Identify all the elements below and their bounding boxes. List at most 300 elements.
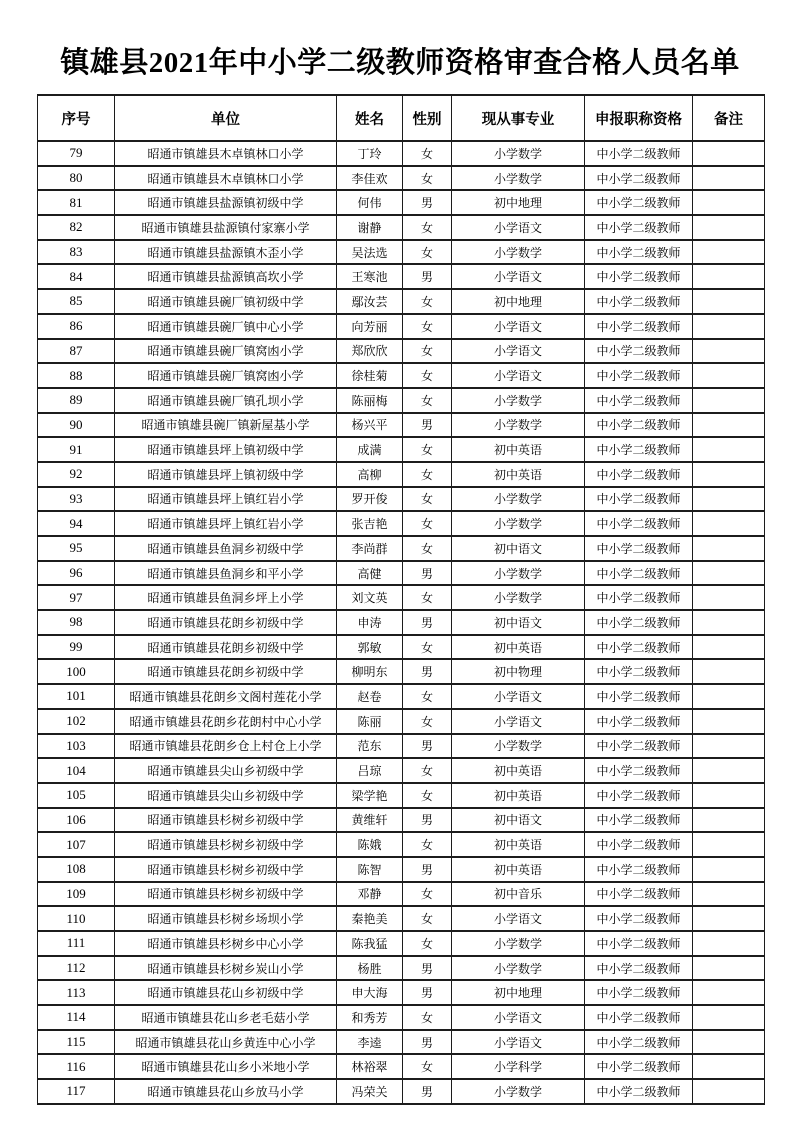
- gender-cell: 女: [403, 388, 452, 413]
- remark-cell: [693, 709, 765, 734]
- gender-cell: 男: [403, 659, 452, 684]
- gender-cell: 女: [403, 832, 452, 857]
- row-number-cell: 114: [38, 1005, 115, 1030]
- unit-cell: 昭通市镇雄县花山乡小米地小学: [115, 1054, 337, 1079]
- major-cell: 小学语文: [452, 906, 585, 931]
- name-cell: 陈智: [337, 857, 403, 882]
- gender-cell: 男: [403, 561, 452, 586]
- gender-cell: 女: [403, 1005, 452, 1030]
- major-cell: 初中地理: [452, 190, 585, 215]
- table-row: [38, 561, 765, 586]
- unit-cell: 昭通市镇雄县尖山乡初级中学: [115, 783, 337, 808]
- remark-cell: [693, 931, 765, 956]
- name-cell: 鄢汝芸: [337, 289, 403, 314]
- unit-cell: 昭通市镇雄县花山乡老毛菇小学: [115, 1005, 337, 1030]
- title-qualification-cell: 中小学二级教师: [585, 980, 693, 1005]
- name-cell: 范东: [337, 734, 403, 759]
- gender-cell: 女: [403, 141, 452, 166]
- gender-cell: 女: [403, 882, 452, 907]
- table-row: [38, 956, 765, 981]
- unit-cell: 昭通市镇雄县花朗乡花朗村中心小学: [115, 709, 337, 734]
- name-cell: 秦艳美: [337, 906, 403, 931]
- remark-cell: [693, 758, 765, 783]
- name-cell: 吴法选: [337, 240, 403, 265]
- unit-cell: 昭通市镇雄县杉树乡初级中学: [115, 882, 337, 907]
- table-row: [38, 882, 765, 907]
- row-number-cell: 105: [38, 783, 115, 808]
- remark-cell: [693, 190, 765, 215]
- gender-cell: 男: [403, 264, 452, 289]
- column-header-gender: 性别: [403, 95, 452, 141]
- unit-cell: 昭通市镇雄县花山乡初级中学: [115, 980, 337, 1005]
- name-cell: 向芳丽: [337, 314, 403, 339]
- table-row: [38, 709, 765, 734]
- gender-cell: 女: [403, 215, 452, 240]
- row-number-cell: 81: [38, 190, 115, 215]
- major-cell: 小学数学: [452, 1079, 585, 1104]
- table-row: [38, 1079, 765, 1104]
- major-cell: 初中语文: [452, 610, 585, 635]
- name-cell: 罗开俊: [337, 487, 403, 512]
- gender-cell: 女: [403, 684, 452, 709]
- row-number-cell: 88: [38, 363, 115, 388]
- name-cell: 申大海: [337, 980, 403, 1005]
- major-cell: 初中地理: [452, 980, 585, 1005]
- title-qualification-cell: 中小学二级教师: [585, 314, 693, 339]
- title-qualification-cell: 中小学二级教师: [585, 931, 693, 956]
- row-number-cell: 109: [38, 882, 115, 907]
- remark-cell: [693, 980, 765, 1005]
- row-number-cell: 106: [38, 808, 115, 833]
- row-number-cell: 117: [38, 1079, 115, 1104]
- row-number-cell: 94: [38, 511, 115, 536]
- name-cell: 丁玲: [337, 141, 403, 166]
- title-qualification-cell: 中小学二级教师: [585, 166, 693, 191]
- row-number-cell: 100: [38, 659, 115, 684]
- table-row: [38, 906, 765, 931]
- remark-cell: [693, 734, 765, 759]
- gender-cell: 女: [403, 166, 452, 191]
- remark-cell: [693, 635, 765, 660]
- gender-cell: 女: [403, 536, 452, 561]
- gender-cell: 女: [403, 339, 452, 364]
- major-cell: 小学语文: [452, 363, 585, 388]
- title-qualification-cell: 中小学二级教师: [585, 585, 693, 610]
- row-number-cell: 112: [38, 956, 115, 981]
- table-row: [38, 1005, 765, 1030]
- row-number-cell: 110: [38, 906, 115, 931]
- remark-cell: [693, 437, 765, 462]
- major-cell: 小学科学: [452, 1054, 585, 1079]
- row-number-cell: 103: [38, 734, 115, 759]
- table-row: [38, 832, 765, 857]
- unit-cell: 昭通市镇雄县花朗乡仓上村仓上小学: [115, 734, 337, 759]
- major-cell: 小学语文: [452, 314, 585, 339]
- gender-cell: 女: [403, 585, 452, 610]
- major-cell: 初中英语: [452, 857, 585, 882]
- unit-cell: 昭通市镇雄县花朗乡初级中学: [115, 610, 337, 635]
- gender-cell: 女: [403, 758, 452, 783]
- gender-cell: 男: [403, 857, 452, 882]
- title-qualification-cell: 中小学二级教师: [585, 339, 693, 364]
- row-number-cell: 89: [38, 388, 115, 413]
- row-number-cell: 99: [38, 635, 115, 660]
- remark-cell: [693, 659, 765, 684]
- major-cell: 小学数学: [452, 141, 585, 166]
- remark-cell: [693, 240, 765, 265]
- remark-cell: [693, 339, 765, 364]
- title-qualification-cell: 中小学二级教师: [585, 240, 693, 265]
- row-number-cell: 115: [38, 1030, 115, 1055]
- unit-cell: 昭通市镇雄县坪上镇初级中学: [115, 462, 337, 487]
- table-row: [38, 857, 765, 882]
- title-qualification-cell: 中小学二级教师: [585, 758, 693, 783]
- unit-cell: 昭通市镇雄县杉树乡初级中学: [115, 832, 337, 857]
- header-row: [38, 95, 765, 141]
- table-row: [38, 808, 765, 833]
- unit-cell: 昭通市镇雄县杉树乡初级中学: [115, 857, 337, 882]
- name-cell: 郑欣欣: [337, 339, 403, 364]
- unit-cell: 昭通市镇雄县盐源镇付家寨小学: [115, 215, 337, 240]
- remark-cell: [693, 857, 765, 882]
- remark-cell: [693, 906, 765, 931]
- major-cell: 小学数学: [452, 561, 585, 586]
- major-cell: 初中语文: [452, 536, 585, 561]
- title-qualification-cell: 中小学二级教师: [585, 289, 693, 314]
- row-number-cell: 83: [38, 240, 115, 265]
- gender-cell: 女: [403, 240, 452, 265]
- major-cell: 小学数学: [452, 487, 585, 512]
- column-header-number: 序号: [38, 95, 115, 141]
- major-cell: 小学数学: [452, 511, 585, 536]
- column-header-name: 姓名: [337, 95, 403, 141]
- unit-cell: 昭通市镇雄县木卓镇林口小学: [115, 166, 337, 191]
- title-qualification-cell: 中小学二级教师: [585, 956, 693, 981]
- row-number-cell: 108: [38, 857, 115, 882]
- major-cell: 初中英语: [452, 437, 585, 462]
- major-cell: 初中英语: [452, 783, 585, 808]
- row-number-cell: 90: [38, 413, 115, 438]
- name-cell: 冯荣关: [337, 1079, 403, 1104]
- major-cell: 小学数学: [452, 585, 585, 610]
- title-qualification-cell: 中小学二级教师: [585, 1030, 693, 1055]
- row-number-cell: 93: [38, 487, 115, 512]
- title-qualification-cell: 中小学二级教师: [585, 783, 693, 808]
- table-row: [38, 363, 765, 388]
- gender-cell: 女: [403, 783, 452, 808]
- title-qualification-cell: 中小学二级教师: [585, 363, 693, 388]
- major-cell: 小学语文: [452, 709, 585, 734]
- row-number-cell: 85: [38, 289, 115, 314]
- major-cell: 小学语文: [452, 339, 585, 364]
- name-cell: 何伟: [337, 190, 403, 215]
- title-qualification-cell: 中小学二级教师: [585, 709, 693, 734]
- row-number-cell: 98: [38, 610, 115, 635]
- row-number-cell: 116: [38, 1054, 115, 1079]
- remark-cell: [693, 832, 765, 857]
- remark-cell: [693, 610, 765, 635]
- name-cell: 杨胜: [337, 956, 403, 981]
- major-cell: 初中英语: [452, 462, 585, 487]
- row-number-cell: 86: [38, 314, 115, 339]
- row-number-cell: 96: [38, 561, 115, 586]
- unit-cell: 昭通市镇雄县杉树乡中心小学: [115, 931, 337, 956]
- row-number-cell: 91: [38, 437, 115, 462]
- major-cell: 小学数学: [452, 931, 585, 956]
- unit-cell: 昭通市镇雄县坪上镇红岩小学: [115, 487, 337, 512]
- remark-cell: [693, 264, 765, 289]
- title-qualification-cell: 中小学二级教师: [585, 536, 693, 561]
- unit-cell: 昭通市镇雄县杉树乡初级中学: [115, 808, 337, 833]
- title-qualification-cell: 中小学二级教师: [585, 561, 693, 586]
- row-number-cell: 111: [38, 931, 115, 956]
- table-row: [38, 635, 765, 660]
- table-row: [38, 388, 765, 413]
- name-cell: 和秀芳: [337, 1005, 403, 1030]
- remark-cell: [693, 166, 765, 191]
- title-qualification-cell: 中小学二级教师: [585, 462, 693, 487]
- row-number-cell: 101: [38, 684, 115, 709]
- remark-cell: [693, 1054, 765, 1079]
- remark-cell: [693, 289, 765, 314]
- row-number-cell: 87: [38, 339, 115, 364]
- gender-cell: 女: [403, 487, 452, 512]
- major-cell: 初中英语: [452, 832, 585, 857]
- table-header: [38, 95, 765, 141]
- gender-cell: 女: [403, 314, 452, 339]
- row-number-cell: 102: [38, 709, 115, 734]
- title-qualification-cell: 中小学二级教师: [585, 610, 693, 635]
- name-cell: 林裕翠: [337, 1054, 403, 1079]
- table-row: [38, 610, 765, 635]
- remark-cell: [693, 363, 765, 388]
- row-number-cell: 113: [38, 980, 115, 1005]
- row-number-cell: 107: [38, 832, 115, 857]
- unit-cell: 昭通市镇雄县花朗乡初级中学: [115, 635, 337, 660]
- row-number-cell: 95: [38, 536, 115, 561]
- name-cell: 王寒池: [337, 264, 403, 289]
- gender-cell: 女: [403, 511, 452, 536]
- title-qualification-cell: 中小学二级教师: [585, 659, 693, 684]
- column-header-qualification: 申报职称资格: [585, 95, 693, 141]
- major-cell: 小学数学: [452, 166, 585, 191]
- table-row: [38, 339, 765, 364]
- major-cell: 初中物理: [452, 659, 585, 684]
- column-header-remark: 备注: [693, 95, 765, 141]
- name-cell: 郭敏: [337, 635, 403, 660]
- table-row: [38, 437, 765, 462]
- column-header-major: 现从事专业: [452, 95, 585, 141]
- name-cell: 陈丽: [337, 709, 403, 734]
- name-cell: 邓静: [337, 882, 403, 907]
- table-row: [38, 1030, 765, 1055]
- unit-cell: 昭通市镇雄县盐源镇木歪小学: [115, 240, 337, 265]
- major-cell: 初中语文: [452, 808, 585, 833]
- unit-cell: 昭通市镇雄县坪上镇初级中学: [115, 437, 337, 462]
- title-qualification-cell: 中小学二级教师: [585, 1079, 693, 1104]
- name-cell: 吕琼: [337, 758, 403, 783]
- table-row: [38, 166, 765, 191]
- table-row: [38, 684, 765, 709]
- unit-cell: 昭通市镇雄县碗厂镇新屋基小学: [115, 413, 337, 438]
- table-row: [38, 980, 765, 1005]
- gender-cell: 男: [403, 610, 452, 635]
- name-cell: 杨兴平: [337, 413, 403, 438]
- row-number-cell: 82: [38, 215, 115, 240]
- unit-cell: 昭通市镇雄县花山乡放马小学: [115, 1079, 337, 1104]
- major-cell: 初中地理: [452, 289, 585, 314]
- name-cell: 张吉艳: [337, 511, 403, 536]
- name-cell: 黄维轩: [337, 808, 403, 833]
- name-cell: 柳明东: [337, 659, 403, 684]
- gender-cell: 女: [403, 709, 452, 734]
- row-number-cell: 97: [38, 585, 115, 610]
- remark-cell: [693, 808, 765, 833]
- title-qualification-cell: 中小学二级教师: [585, 487, 693, 512]
- gender-cell: 男: [403, 413, 452, 438]
- major-cell: 小学语文: [452, 1030, 585, 1055]
- gender-cell: 男: [403, 734, 452, 759]
- unit-cell: 昭通市镇雄县碗厂镇初级中学: [115, 289, 337, 314]
- major-cell: 小学数学: [452, 413, 585, 438]
- gender-cell: 女: [403, 289, 452, 314]
- major-cell: 初中英语: [452, 758, 585, 783]
- name-cell: 李逵: [337, 1030, 403, 1055]
- remark-cell: [693, 684, 765, 709]
- unit-cell: 昭通市镇雄县木卓镇林口小学: [115, 141, 337, 166]
- table-row: [38, 536, 765, 561]
- unit-cell: 昭通市镇雄县鱼洞乡初级中学: [115, 536, 337, 561]
- major-cell: 小学语文: [452, 215, 585, 240]
- name-cell: 陈娥: [337, 832, 403, 857]
- major-cell: 小学数学: [452, 388, 585, 413]
- remark-cell: [693, 314, 765, 339]
- gender-cell: 女: [403, 1054, 452, 1079]
- gender-cell: 男: [403, 1030, 452, 1055]
- table-row: [38, 659, 765, 684]
- unit-cell: 昭通市镇雄县花朗乡初级中学: [115, 659, 337, 684]
- row-number-cell: 84: [38, 264, 115, 289]
- table-row: [38, 487, 765, 512]
- name-cell: 陈我猛: [337, 931, 403, 956]
- gender-cell: 女: [403, 462, 452, 487]
- unit-cell: 昭通市镇雄县杉树乡炭山小学: [115, 956, 337, 981]
- title-qualification-cell: 中小学二级教师: [585, 1005, 693, 1030]
- title-qualification-cell: 中小学二级教师: [585, 388, 693, 413]
- unit-cell: 昭通市镇雄县花山乡黄连中心小学: [115, 1030, 337, 1055]
- remark-cell: [693, 536, 765, 561]
- name-cell: 成满: [337, 437, 403, 462]
- name-cell: 李尚群: [337, 536, 403, 561]
- gender-cell: 男: [403, 190, 452, 215]
- table-row: [38, 511, 765, 536]
- row-number-cell: 80: [38, 166, 115, 191]
- remark-cell: [693, 561, 765, 586]
- table-row: [38, 215, 765, 240]
- major-cell: 小学数学: [452, 734, 585, 759]
- title-qualification-cell: 中小学二级教师: [585, 906, 693, 931]
- table-row: [38, 141, 765, 166]
- table-row: [38, 734, 765, 759]
- table-row: [38, 931, 765, 956]
- remark-cell: [693, 585, 765, 610]
- name-cell: 徐桂菊: [337, 363, 403, 388]
- table-row: [38, 190, 765, 215]
- gender-cell: 男: [403, 808, 452, 833]
- title-qualification-cell: 中小学二级教师: [585, 734, 693, 759]
- table-row: [38, 314, 765, 339]
- row-number-cell: 92: [38, 462, 115, 487]
- name-cell: 陈丽梅: [337, 388, 403, 413]
- table-row: [38, 289, 765, 314]
- table-row: [38, 585, 765, 610]
- unit-cell: 昭通市镇雄县碗厂镇窝凼小学: [115, 339, 337, 364]
- page-title: 镇雄县2021年中小学二级教师资格审查合格人员名单: [60, 47, 740, 79]
- remark-cell: [693, 882, 765, 907]
- title-qualification-cell: 中小学二级教师: [585, 511, 693, 536]
- unit-cell: 昭通市镇雄县碗厂镇窝凼小学: [115, 363, 337, 388]
- unit-cell: 昭通市镇雄县鱼洞乡坪上小学: [115, 585, 337, 610]
- title-qualification-cell: 中小学二级教师: [585, 413, 693, 438]
- major-cell: 初中英语: [452, 635, 585, 660]
- unit-cell: 昭通市镇雄县盐源镇初级中学: [115, 190, 337, 215]
- table-row: [38, 783, 765, 808]
- title-qualification-cell: 中小学二级教师: [585, 635, 693, 660]
- major-cell: 小学数学: [452, 956, 585, 981]
- gender-cell: 女: [403, 635, 452, 660]
- table-row: [38, 240, 765, 265]
- major-cell: 小学语文: [452, 264, 585, 289]
- teacher-roster-table: [37, 94, 765, 1105]
- name-cell: 李佳欢: [337, 166, 403, 191]
- unit-cell: 昭通市镇雄县盐源镇高坎小学: [115, 264, 337, 289]
- remark-cell: [693, 956, 765, 981]
- table-body: [38, 141, 765, 1104]
- title-qualification-cell: 中小学二级教师: [585, 190, 693, 215]
- gender-cell: 女: [403, 363, 452, 388]
- unit-cell: 昭通市镇雄县坪上镇红岩小学: [115, 511, 337, 536]
- gender-cell: 女: [403, 906, 452, 931]
- title-qualification-cell: 中小学二级教师: [585, 215, 693, 240]
- major-cell: 小学语文: [452, 1005, 585, 1030]
- unit-cell: 昭通市镇雄县碗厂镇孔坝小学: [115, 388, 337, 413]
- remark-cell: [693, 215, 765, 240]
- unit-cell: 昭通市镇雄县碗厂镇中心小学: [115, 314, 337, 339]
- table-row: [38, 462, 765, 487]
- gender-cell: 女: [403, 437, 452, 462]
- title-qualification-cell: 中小学二级教师: [585, 882, 693, 907]
- gender-cell: 男: [403, 980, 452, 1005]
- remark-cell: [693, 1005, 765, 1030]
- remark-cell: [693, 1030, 765, 1055]
- major-cell: 小学语文: [452, 684, 585, 709]
- title-qualification-cell: 中小学二级教师: [585, 808, 693, 833]
- gender-cell: 男: [403, 956, 452, 981]
- title-qualification-cell: 中小学二级教师: [585, 832, 693, 857]
- name-cell: 高健: [337, 561, 403, 586]
- table-row: [38, 758, 765, 783]
- name-cell: 刘文英: [337, 585, 403, 610]
- unit-cell: 昭通市镇雄县尖山乡初级中学: [115, 758, 337, 783]
- remark-cell: [693, 388, 765, 413]
- name-cell: 申涛: [337, 610, 403, 635]
- row-number-cell: 104: [38, 758, 115, 783]
- remark-cell: [693, 141, 765, 166]
- name-cell: 梁学艳: [337, 783, 403, 808]
- table-row: [38, 264, 765, 289]
- unit-cell: 昭通市镇雄县鱼洞乡和平小学: [115, 561, 337, 586]
- name-cell: 谢静: [337, 215, 403, 240]
